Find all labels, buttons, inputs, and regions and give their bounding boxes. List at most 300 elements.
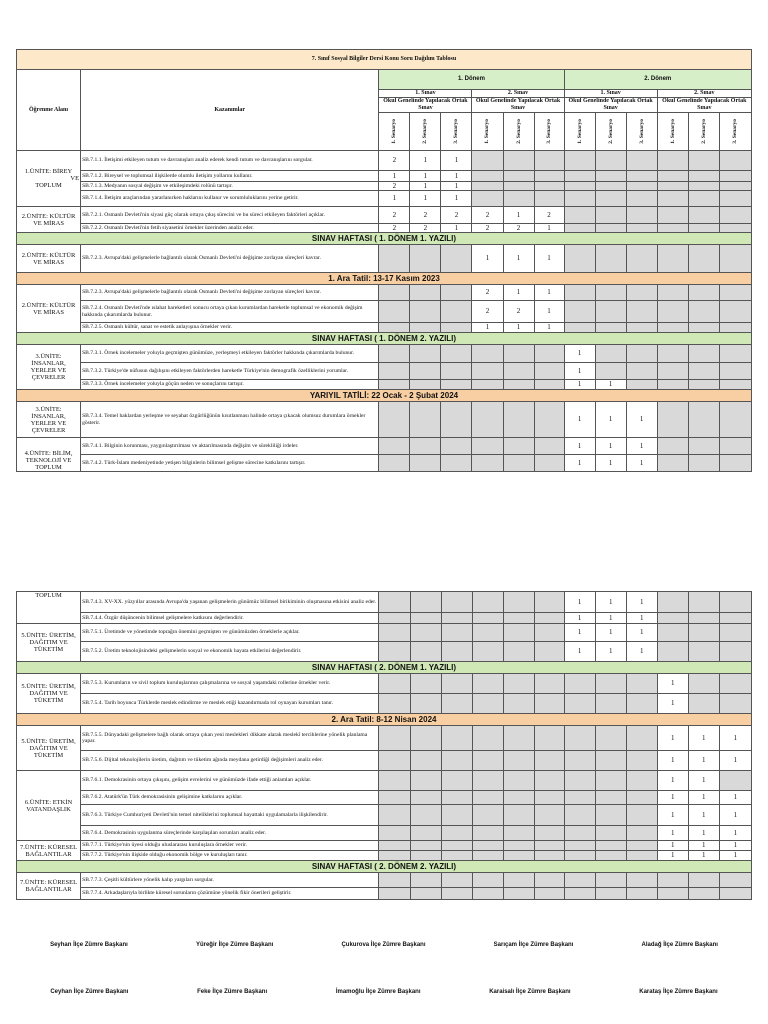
question-count-cell [472, 771, 503, 791]
question-count-cell: 1 [503, 285, 534, 301]
question-count-cell: 1 [472, 323, 503, 333]
question-count-cell [564, 182, 595, 191]
question-count-cell [503, 592, 534, 613]
question-count-cell [626, 151, 657, 171]
scenario-header: 2. Senaryo [607, 119, 614, 144]
question-count-cell [688, 674, 719, 694]
question-count-cell [379, 791, 410, 805]
question-count-cell [410, 438, 441, 455]
question-count-cell [410, 592, 441, 613]
question-count-cell [595, 151, 626, 171]
outcome-row [17, 726, 752, 751]
question-count-cell [657, 455, 688, 472]
question-count-cell [503, 726, 534, 751]
question-count-cell: 1 [657, 851, 688, 861]
question-count-cell: 1 [626, 455, 657, 472]
question-count-cell [441, 674, 472, 694]
question-count-cell: 1 [688, 751, 719, 771]
outcome-text: SB.7.3.2. Türkiye'de nüfusun dağılışını etkileyen faktörlerden hareketle Türkiye'nin demografik özelliklerini yorumlar. [81, 363, 379, 380]
signature-label: Sarıçam İlçe Zümre Başkanı [493, 942, 574, 948]
t2-exam-2-common-header: Okul Genelinde Yapılacak Ortak Sınav [657, 98, 751, 113]
learning-area-unit-2: 2.ÜNİTE: KÜLTÜR VE MİRAS [17, 285, 81, 333]
question-count-cell [564, 285, 595, 301]
question-count-cell [626, 323, 657, 333]
unit-1-label-b: VE [70, 175, 80, 182]
question-count-cell [688, 642, 719, 662]
question-count-cell [379, 345, 410, 363]
question-count-cell [472, 791, 503, 805]
question-count-cell [472, 851, 503, 861]
question-count-cell [441, 438, 472, 455]
question-count-cell [379, 841, 410, 851]
question-count-cell [688, 285, 719, 301]
unit-1-label-c: TOPLUM [35, 182, 62, 189]
question-count-cell: 1 [688, 805, 719, 826]
question-count-cell [379, 301, 410, 323]
signature-label: Feke İlçe Zümre Başkanı [197, 989, 268, 995]
question-count-cell [564, 841, 595, 851]
question-count-cell: 1 [595, 592, 626, 613]
exam-week-banner: SINAV HAFTASI ( 2. DÖNEM 2. YAZILI) [17, 861, 752, 873]
question-count-cell: 1 [534, 285, 564, 301]
exam-week-banner: SINAV HAFTASI ( 1. DÖNEM 2. YAZILI) [17, 333, 752, 345]
question-count-cell [472, 726, 503, 751]
question-count-cell: 1 [564, 363, 595, 380]
question-count-cell [719, 888, 751, 900]
question-count-cell: 1 [657, 694, 688, 714]
outcome-text: SB.7.7.3. Çeşitli kültürlere yönelik kalıp yargıları sorgular. [81, 873, 379, 888]
question-count-cell [657, 888, 688, 900]
question-count-cell [626, 826, 657, 841]
question-count-cell [503, 455, 534, 472]
question-count-cell [534, 805, 564, 826]
question-count-cell [657, 285, 688, 301]
question-count-cell [719, 301, 751, 323]
question-count-cell [534, 726, 564, 751]
question-count-cell [503, 380, 534, 390]
question-count-cell [441, 694, 472, 714]
question-count-cell [379, 805, 410, 826]
question-count-cell [410, 323, 441, 333]
question-count-cell [534, 191, 564, 207]
question-count-cell [379, 642, 410, 662]
question-count-cell [719, 285, 751, 301]
question-count-cell [564, 888, 595, 900]
question-count-cell: 1 [719, 791, 751, 805]
question-count-cell [441, 613, 472, 624]
question-count-cell [626, 245, 657, 273]
question-count-cell [503, 791, 534, 805]
signature-label: Aladağ İlçe Zümre Başkanı [641, 942, 718, 948]
question-count-cell: 1 [657, 841, 688, 851]
scenario-header: 1. Senaryo [391, 119, 398, 144]
outcome-text: SB.7.5.5. Dünyadaki gelişmelere bağlı olarak ortaya çıkan yeni meslekleri dikkate alarak meslekî tercihlerine yönelik planlama yapar. [81, 726, 379, 751]
question-count-cell [410, 841, 441, 851]
question-count-cell [441, 826, 472, 841]
question-count-cell: 1 [441, 182, 472, 191]
question-count-cell: 1 [719, 841, 751, 851]
learning-area-unit-5: 5.ÜNİTE: ÜRETİM, DAĞITIM VE TÜKETİM [17, 674, 81, 714]
question-count-cell [534, 171, 564, 182]
question-count-cell [441, 323, 472, 333]
t1-exam-2-header: 2. Sınav [472, 90, 564, 98]
question-count-cell [379, 771, 410, 791]
question-count-cell: 1 [595, 613, 626, 624]
outcome-text: SB.7.4.1. Bilginin korunması, yaygınlaştırılması ve aktarılmasında değişim ve sürekliliği irdeler. [81, 438, 379, 455]
outcome-text: SB.7.2.2. Osmanlı Devleti'nin fetih siyasetini örnekler üzerinden analiz eder. [81, 224, 379, 233]
question-count-cell: 2 [379, 224, 410, 233]
question-count-cell [595, 674, 626, 694]
outcome-text: SB.7.6.4. Demokrasinin uygulanma süreçlerinde karşılaşılan sorunları analiz eder. [81, 826, 379, 841]
scenario-header: 3. Senaryo [453, 119, 460, 144]
question-count-cell [441, 851, 472, 861]
learning-area-unit-4-cont: TOPLUM [17, 592, 81, 624]
learning-area-header: Öğrenme Alanı [17, 70, 81, 151]
scenario-header: 2. Senaryo [515, 119, 522, 144]
question-count-cell [719, 592, 751, 613]
question-count-cell [410, 455, 441, 472]
question-count-cell [688, 345, 719, 363]
question-count-cell [534, 151, 564, 171]
question-count-cell: 1 [564, 455, 595, 472]
question-count-cell: 1 [379, 191, 410, 207]
outcome-row [17, 224, 752, 233]
question-count-cell [534, 363, 564, 380]
question-count-cell [595, 851, 626, 861]
outcome-row [17, 751, 752, 771]
question-count-cell [410, 363, 441, 380]
question-count-cell: 2 [441, 207, 472, 224]
question-count-cell [719, 207, 751, 224]
question-count-cell [534, 873, 564, 888]
question-count-cell [410, 624, 441, 642]
question-count-cell [688, 888, 719, 900]
question-count-cell [379, 592, 410, 613]
question-count-cell [441, 285, 472, 301]
question-count-cell: 1 [441, 151, 472, 171]
question-count-cell: 1 [657, 771, 688, 791]
question-count-cell [534, 642, 564, 662]
question-count-cell: 1 [626, 642, 657, 662]
question-count-cell [379, 726, 410, 751]
question-count-cell [503, 151, 534, 171]
scenario-header: 1. Senaryo [484, 119, 491, 144]
question-count-cell [410, 826, 441, 841]
holiday-banner: 1. Ara Tatil: 13-17 Kasım 2023 [17, 273, 752, 285]
outcome-text: SB.7.5.2. Üretim teknolojisindeki gelişmelerin sosyal ve ekonomik hayata etkilerini değerlendirir. [81, 642, 379, 662]
question-count-cell: 1 [564, 402, 595, 438]
question-count-cell [410, 642, 441, 662]
question-count-cell [657, 613, 688, 624]
question-count-cell: 1 [595, 380, 626, 390]
question-count-cell [595, 805, 626, 826]
question-count-cell [657, 642, 688, 662]
question-count-cell [626, 694, 657, 714]
question-count-cell: 1 [595, 624, 626, 642]
question-count-cell [626, 380, 657, 390]
question-count-cell [564, 826, 595, 841]
question-count-cell [503, 438, 534, 455]
outcome-row [17, 345, 752, 363]
question-count-cell [503, 182, 534, 191]
question-count-cell: 1 [564, 592, 595, 613]
question-count-cell [657, 245, 688, 273]
outcome-text: SB.7.2.3. Avrupa'daki gelişmelerle bağlantılı olarak Osmanlı Devleti'ni değişime zorlayan süreçleri kavrar. [81, 285, 379, 301]
question-count-cell [410, 285, 441, 301]
question-count-cell [564, 301, 595, 323]
question-count-cell: 1 [719, 751, 751, 771]
question-count-cell: 1 [595, 455, 626, 472]
question-count-cell [410, 245, 441, 273]
question-count-cell [379, 694, 410, 714]
question-count-cell [441, 771, 472, 791]
question-count-cell [626, 791, 657, 805]
scenario-header: 2. Senaryo [422, 119, 429, 144]
question-count-cell: 1 [688, 851, 719, 861]
outcome-text: SB.7.1.1. İletişimi etkileyen tutum ve davranışları analiz ederek kendi tutum ve davranışlarını sorgular. [81, 151, 379, 171]
outcome-row [17, 694, 752, 714]
question-count-cell [472, 345, 503, 363]
question-count-cell [503, 345, 534, 363]
question-count-cell [564, 851, 595, 861]
question-count-cell: 1 [564, 438, 595, 455]
question-count-cell [472, 751, 503, 771]
question-count-cell [534, 851, 564, 861]
question-count-cell: 1 [688, 841, 719, 851]
question-count-cell: 1 [719, 805, 751, 826]
question-count-cell [441, 363, 472, 380]
question-count-cell [688, 207, 719, 224]
outcome-text: SB.7.5.4. Tarih boyunca Türklerde meslek edindirme ve meslek etiği kazandırmada rol oynayan kurumları tanır. [81, 694, 379, 714]
question-count-cell [503, 613, 534, 624]
question-count-cell: 1 [595, 438, 626, 455]
question-count-cell [595, 301, 626, 323]
outcome-row [17, 624, 752, 642]
question-count-cell [534, 182, 564, 191]
question-count-cell [657, 224, 688, 233]
outcome-text: SB.7.3.3. Örnek incelemeler yoluyla göçün neden ve sonuçlarını tartışır. [81, 380, 379, 390]
question-count-cell [564, 245, 595, 273]
outcome-text: SB.7.6.1. Demokrasinin ortaya çıkışını, gelişim evrelerini ve günümüzde ifade ettiği anlamları açıklar. [81, 771, 379, 791]
question-count-cell [503, 826, 534, 841]
outcome-row [17, 888, 752, 900]
question-count-cell [719, 345, 751, 363]
question-count-cell [719, 402, 751, 438]
outcome-row [17, 182, 752, 191]
question-count-cell [564, 805, 595, 826]
question-count-cell [534, 438, 564, 455]
question-count-cell [441, 791, 472, 805]
question-count-cell [595, 751, 626, 771]
question-count-cell [410, 791, 441, 805]
question-count-cell [657, 191, 688, 207]
question-count-cell [595, 182, 626, 191]
question-count-cell [379, 245, 410, 273]
question-count-cell: 1 [472, 245, 503, 273]
signature-label: Çukurova İlçe Zümre Başkanı [341, 942, 426, 948]
question-count-cell [626, 207, 657, 224]
question-count-cell [534, 888, 564, 900]
question-count-cell [503, 805, 534, 826]
scenario-header: 3. Senaryo [546, 119, 553, 144]
question-count-cell [410, 888, 441, 900]
question-count-cell [595, 888, 626, 900]
question-count-cell [534, 694, 564, 714]
question-count-cell [410, 674, 441, 694]
outcome-text: SB.7.6.2. Atatürk'ün Türk demokrasisinin gelişimine katkılarını açıklar. [81, 791, 379, 805]
question-count-cell [595, 771, 626, 791]
question-count-cell [534, 771, 564, 791]
question-count-cell [379, 380, 410, 390]
outcome-text: SB.7.2.1. Osmanlı Devleti'nin siyasi güç olarak ortaya çıkış sürecini ve bu süreci etkileyen faktörleri açıklar. [81, 207, 379, 224]
question-count-cell: 1 [410, 171, 441, 182]
question-count-cell [379, 613, 410, 624]
question-count-cell [472, 151, 503, 171]
table-title: 7. Sınıf Sosyal Bilgiler Dersi Konu Soru Dağılım Tablosu [17, 50, 752, 70]
question-count-cell [564, 791, 595, 805]
learning-area-unit-2: 2.ÜNİTE: KÜLTÜR VE MİRAS [17, 207, 81, 233]
question-count-cell [410, 873, 441, 888]
question-count-cell [472, 841, 503, 851]
outcome-row [17, 805, 752, 826]
question-count-cell [564, 694, 595, 714]
question-count-cell [564, 323, 595, 333]
outcome-row [17, 363, 752, 380]
question-count-cell [626, 182, 657, 191]
question-count-cell [410, 345, 441, 363]
question-count-cell [534, 455, 564, 472]
outcome-text: SB.7.4.4. Özgür düşüncenin bilimsel gelişmelere katkısını değerlendirir. [81, 613, 379, 624]
question-count-cell [503, 642, 534, 662]
signature-label: Seyhan İlçe Zümre Başkanı [50, 942, 128, 948]
question-count-cell: 2 [410, 207, 441, 224]
question-count-cell: 1 [534, 245, 564, 273]
question-count-cell [595, 873, 626, 888]
question-count-cell [379, 363, 410, 380]
question-count-cell [688, 224, 719, 233]
question-count-cell [719, 438, 751, 455]
outcome-row [17, 402, 752, 438]
outcome-row [17, 151, 752, 171]
question-count-cell: 1 [719, 826, 751, 841]
question-count-cell: 1 [626, 613, 657, 624]
question-count-cell: 1 [688, 726, 719, 751]
outcome-text: SB.7.4.3. XV-XX. yüzyıllar arasında Avrupa'da yaşanan gelişmelerin günümüz bilimsel birikiminin oluşmasına etkisini analiz eder. [81, 592, 379, 613]
question-count-cell [657, 171, 688, 182]
signature-label: Yüreğir İlçe Zümre Başkanı [195, 942, 274, 948]
outcome-row [17, 592, 752, 613]
question-count-cell [719, 151, 751, 171]
question-count-cell: 1 [564, 642, 595, 662]
question-count-cell [688, 191, 719, 207]
question-count-cell [503, 873, 534, 888]
question-count-cell: 1 [657, 674, 688, 694]
question-count-cell [472, 826, 503, 841]
question-count-cell [503, 674, 534, 694]
question-count-cell [503, 402, 534, 438]
question-count-cell: 1 [688, 791, 719, 805]
question-count-cell [688, 323, 719, 333]
question-count-cell [657, 380, 688, 390]
learning-area-unit-5: 5.ÜNİTE: ÜRETİM, DAĞITIM VE TÜKETİM [17, 726, 81, 771]
question-count-cell [688, 624, 719, 642]
question-count-cell [379, 402, 410, 438]
outcome-row [17, 191, 752, 207]
question-count-cell [657, 592, 688, 613]
question-count-cell [472, 624, 503, 642]
signature-label: Ceyhan İlçe Zümre Başkanı [50, 989, 129, 995]
question-count-cell [410, 771, 441, 791]
question-count-cell [688, 301, 719, 323]
t2-exam-1-header: 1. Sınav [564, 90, 657, 98]
question-count-cell [719, 323, 751, 333]
signature-label: Karaisalı İlçe Zümre Başkanı [489, 989, 571, 995]
outcome-text: SB.7.1.4. İletişim araçlarından yararlanırken haklarını kullanır ve sorumluluklarını yerine getirir. [81, 191, 379, 207]
question-count-cell [534, 613, 564, 624]
question-count-cell: 2 [379, 182, 410, 191]
question-count-cell [688, 455, 719, 472]
question-count-cell [472, 380, 503, 390]
question-count-cell: 2 [503, 301, 534, 323]
outcome-text: SB.7.5.3. Kurumların ve sivil toplum kuruluşlarının çalışmalarına ve sosyal yaşamdaki rollerine örnekler verir. [81, 674, 379, 694]
learning-area-unit-1 [17, 151, 81, 207]
question-count-cell: 1 [626, 402, 657, 438]
question-count-cell [564, 674, 595, 694]
outcome-text: SB.7.5.6. Dijital teknolojilerin üretim, dağıtım ve tüketim ağında meydana getirdiği değişimleri analiz eder. [81, 751, 379, 771]
question-count-cell [441, 751, 472, 771]
question-count-cell [657, 182, 688, 191]
question-count-cell [503, 624, 534, 642]
distribution-table-page-2 [16, 591, 752, 900]
question-count-cell [379, 851, 410, 861]
question-count-cell: 1 [626, 438, 657, 455]
outcome-row [17, 613, 752, 624]
question-count-cell [441, 402, 472, 438]
question-count-cell: 2 [534, 207, 564, 224]
question-count-cell [719, 694, 751, 714]
outcome-row [17, 455, 752, 472]
outcome-row [17, 171, 752, 182]
question-count-cell [379, 888, 410, 900]
question-count-cell: 1 [626, 592, 657, 613]
question-count-cell: 2 [379, 151, 410, 171]
question-count-cell [657, 624, 688, 642]
question-count-cell [534, 751, 564, 771]
learning-area-unit-4: 4.ÜNİTE: BİLİM, TEKNOLOJİ VE TOPLUM [17, 438, 81, 472]
question-count-cell [688, 402, 719, 438]
signature-label: Karataş İlçe Zümre Başkanı [639, 989, 718, 995]
question-count-cell [564, 191, 595, 207]
question-count-cell [719, 771, 751, 791]
question-count-cell [379, 285, 410, 301]
outcome-row [17, 323, 752, 333]
signature-row-2 [16, 989, 752, 995]
question-count-cell [534, 380, 564, 390]
t1-exam-1-header: 1. Sınav [379, 90, 472, 98]
question-count-cell [626, 873, 657, 888]
t1-exam-2-common-header: Okul Genelinde Yapılacak Ortak Sınav [472, 98, 564, 113]
question-count-cell: 1 [534, 301, 564, 323]
outcome-text: SB.7.7.2. Türkiye'nin ilişkide olduğu ekonomik bölge ve kuruluşları tanır. [81, 851, 379, 861]
question-count-cell [595, 191, 626, 207]
question-count-cell [379, 873, 410, 888]
question-count-cell [410, 851, 441, 861]
unit-1-label-a: 1.ÜNİTE: BİREY [24, 168, 73, 175]
question-count-cell [503, 694, 534, 714]
question-count-cell [503, 771, 534, 791]
t2-exam-2-header: 2. Sınav [657, 90, 751, 98]
question-count-cell: 1 [379, 171, 410, 182]
